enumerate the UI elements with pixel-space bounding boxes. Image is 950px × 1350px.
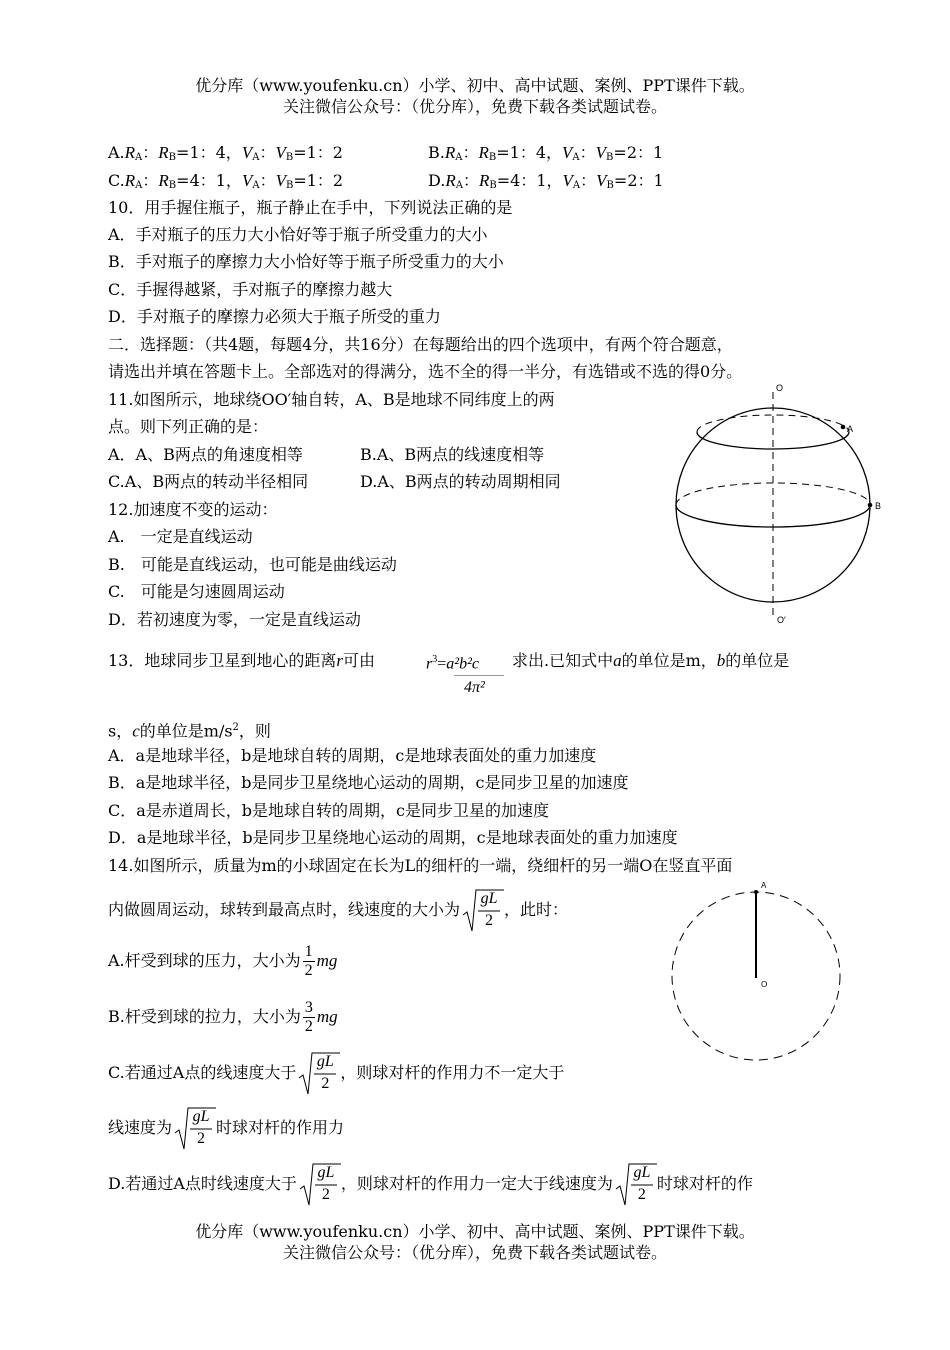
header-line-1: 优分库（www.youfenku.cn）小学、初中、高中试题、案例、PPT课件下载。 — [195, 76, 755, 95]
q14-option-d: D.若通过A点时线速度大于 gL 2 ，则球对杆的作用力一定大于线速度为 gL 2 时球对杆的作 — [108, 1161, 753, 1208]
point-a-dot — [841, 425, 846, 430]
q11-option-d: D.A、B两点的转动周期相同 — [360, 472, 561, 491]
q10-option-d: D．手对瓶子的摩擦力必须大于瓶子所受的重力 — [108, 307, 441, 326]
q14-option-b: B.杆受到球的拉力，大小为 $\frac{3}{2}$ mg — [108, 999, 338, 1035]
q11-option-c: C.A、B两点的转动半径相同 — [108, 472, 309, 491]
footer-line-2: 关注微信公众号：（优分库），免费下载各类试题试卷。 — [282, 1243, 667, 1262]
q11-option-a: A．A、B两点的角速度相等 — [108, 445, 303, 464]
q13-option-b: B．a是地球半径，b是同步卫星绕地心运动的周期，c是同步卫星的加速度 — [108, 773, 629, 792]
q12-option-a: A. 一定是直线运动 — [108, 527, 253, 546]
q11-option-b: B.A、B两点的线速度相等 — [360, 445, 545, 464]
label-o-top: O — [776, 383, 784, 393]
q13-option-c: C．a是赤道周长，b是地球自转的周期，c是同步卫星的加速度 — [108, 801, 549, 820]
q10-option-a: A．手对瓶子的压力大小恰好等于瓶子所受重力的大小 — [108, 225, 488, 244]
q13-stem-line-1-post: 求出.已知式中a的单位是m，b的单位是 — [512, 651, 790, 670]
q13-denominator: 4π² — [464, 679, 485, 696]
sqrt-gl-over-2: gL 2 — [174, 1106, 214, 1152]
q13-fraction-bar — [454, 675, 504, 676]
sqrt-gl-over-2: gL 2 — [299, 1162, 339, 1208]
q14-stem-2: 内做圆周运动，球转到最高点时，线速度的大小为 gL 2 ，此时： — [108, 887, 568, 934]
label-a: A — [761, 881, 767, 890]
sqrt-gl-over-2: gL 2 — [298, 1051, 338, 1097]
q11-stem-2: 点。则下列正确的是： — [108, 417, 269, 436]
footer-line-1: 优分库（www.youfenku.cn）小学、初中、高中试题、案例、PPT课件下载。 — [195, 1222, 755, 1241]
q13-option-d: D．a是地球半径，b是同步卫星绕地心运动的周期，c是地球表面处的重力加速度 — [108, 828, 678, 847]
q9-option-d: $D.R_A$：$R_B=4$：1，$V_A$：$V_B=2$：1 — [428, 171, 664, 191]
q12-option-c: C. 可能是匀速圆周运动 — [108, 582, 285, 601]
fraction-1-2: $\frac{1}{2}$ — [304, 943, 313, 979]
section2-line-1: 二．选择题：（共4题，每题4分，共16分）在每题给出的四个选项中，有两个符合题意， — [108, 335, 733, 354]
sqrt-gl-over-2: gL 2 — [615, 1162, 655, 1208]
q10-stem: 10．用手握住瓶子，瓶子静止在手中，下列说法正确的是 — [108, 198, 513, 217]
q13-formula: $r^3=a^2b^2c$ 4π² — [426, 650, 506, 674]
fraction-3-2: $\frac{3}{2}$ — [304, 999, 313, 1035]
label-o: O — [761, 980, 768, 989]
point-b-dot — [868, 503, 873, 508]
sqrt-gl-over-2: gL 2 — [462, 888, 502, 934]
q13-stem-line-2: s，c的单位是$m/s^2$，则 — [108, 721, 271, 741]
label-a: A — [847, 424, 854, 434]
header-line-2: 关注微信公众号：（优分库），免费下载各类试题试卷。 — [282, 97, 667, 116]
q14-option-c-line-1: C.若通过A点的线速度大于 gL 2 ，则球对杆的作用力不一定大于 — [108, 1050, 564, 1097]
rod-circle-figure — [665, 875, 850, 1070]
q10-option-c: C．手握得越紧，手对瓶子的摩擦力越大 — [108, 280, 393, 299]
label-o-bottom: O′ — [777, 615, 786, 625]
q9-option-b: $B.R_A$：$R_B=1$：4，$V_A$：$V_B=2$：1 — [428, 143, 664, 163]
ball-a — [754, 890, 758, 894]
q11-stem-1: 11.如图所示，地球绕OO′轴自转，A、B是地球不同纬度上的两 — [108, 390, 555, 409]
q13-option-a: A．a是地球半径，b是地球自转的周期，c是地球表面处的重力加速度 — [108, 746, 597, 765]
q9-option-a: $A.R_A$：$R_B=1$：4，$V_A$：$V_B=1$：2 — [108, 143, 343, 163]
q14-option-c-line-2: 线速度为 gL 2 时球对杆的作用力 — [108, 1105, 344, 1152]
q12-option-b: B. 可能是直线运动，也可能是曲线运动 — [108, 555, 397, 574]
q9-option-c: $C.R_A$：$R_B=4$：1，$V_A$：$V_B=1$：2 — [108, 171, 344, 191]
label-b: B — [875, 501, 882, 511]
q13-stem-line-1: 13．地球同步卫星到地心的距离r可由 — [108, 651, 376, 670]
earth-rotation-figure — [660, 380, 890, 630]
q14-stem-1: 14.如图所示，质量为m的小球固定在长为L的细杆的一端，绕细杆的另一端O在竖直平面 — [108, 856, 733, 875]
q12-option-d: D．若初速度为零，一定是直线运动 — [108, 610, 361, 629]
q14-option-a: A.杆受到球的压力，大小为 $\frac{1}{2}$ mg — [108, 943, 338, 979]
q12-stem: 12.加速度不变的运动： — [108, 500, 278, 519]
q10-option-b: B．手对瓶子的摩擦力大小恰好等于瓶子所受重力的大小 — [108, 252, 504, 271]
section2-line-2: 请选出并填在答题卡上。全部选对的得满分，选不全的得一半分，有选错或不选的得0分。 — [108, 362, 743, 381]
